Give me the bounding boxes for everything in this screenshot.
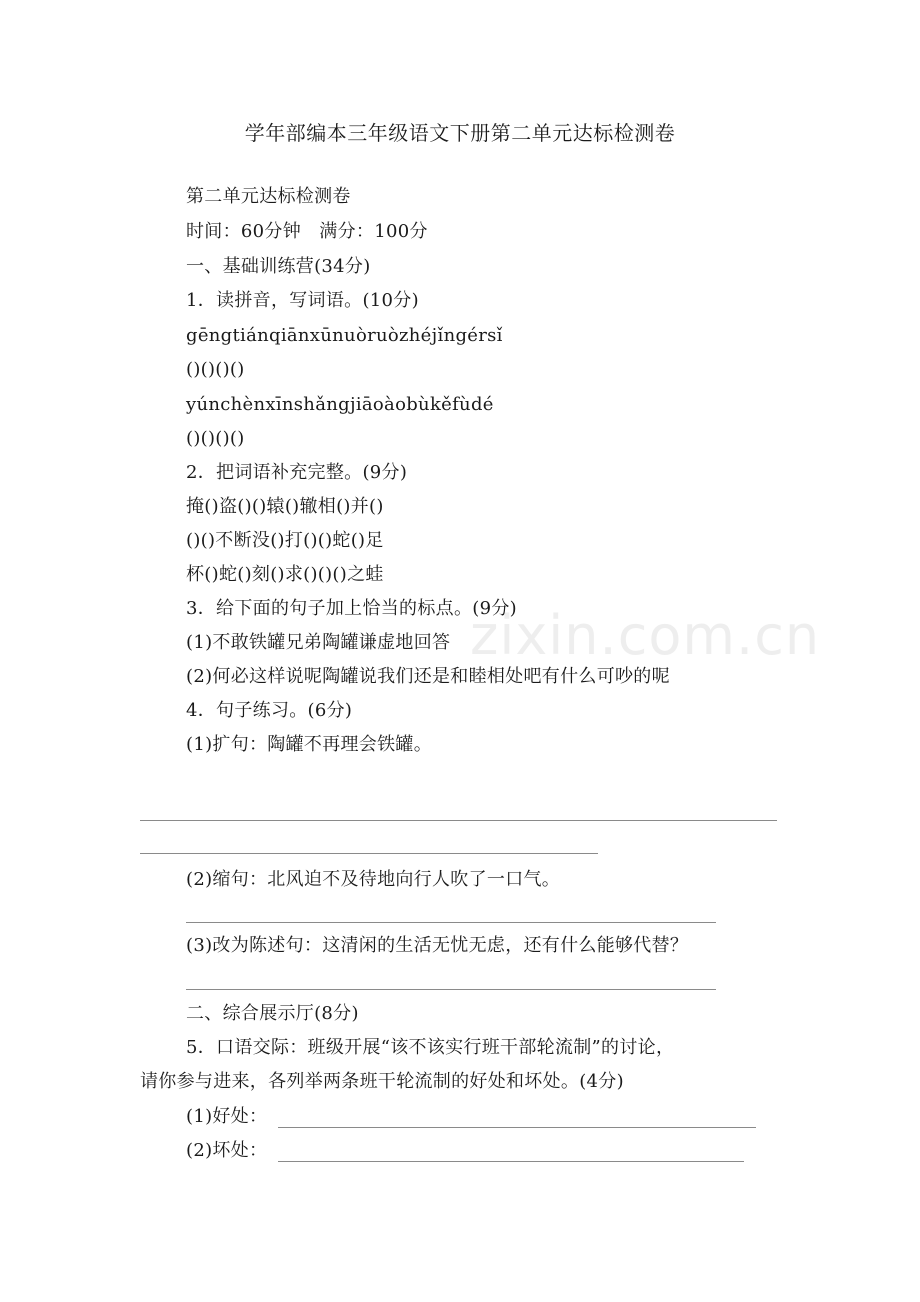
q5-good-row [186, 1104, 267, 1130]
q5-bad-row [186, 1138, 267, 1164]
q3-item2: (2)何必这样说呢陶罐说我们还是和睦相处吧有什么可吵的呢 [186, 666, 670, 687]
q4-item2: (2)缩句：北风迫不及待地向行人吹了一口气。 [186, 869, 561, 890]
q5-label-line1: 5．口语交际：班级开展“该不该实行班干部轮流制”的讨论， [186, 1037, 675, 1058]
section2-heading: 二、综合展示厅(8分) [186, 1003, 359, 1024]
q2-row1: 掩()盗()()辕()辙相()并() [186, 496, 384, 517]
subtitle: 第二单元达标检测卷 [186, 186, 351, 207]
q3-label: 3．给下面的句子加上恰当的标点。(9分) [186, 598, 517, 619]
q2-label: 2．把词语补充完整。(9分) [186, 462, 408, 483]
answer-line-q4-2[interactable] [186, 922, 716, 923]
q1-pinyin-row2: yúnchènxīnshǎngjiāoàobùkěfùdé [186, 394, 494, 415]
q4-item3: (3)改为陈述句：这清闲的生活无忧无虑，还有什么能够代替？ [186, 935, 689, 956]
q4-item1: (1)扩句：陶罐不再理会铁罐。 [186, 734, 432, 755]
watermark: zixin.com.cn [470, 604, 821, 667]
section1-heading: 一、基础训练营(34分) [186, 256, 371, 277]
q1-blanks-row2: ()()()() [186, 428, 245, 449]
q4-label: 4．句子练习。(6分) [186, 700, 353, 721]
q1-label: 1．读拼音，写词语。(10分) [186, 290, 419, 311]
q1-blanks-row1: ()()()() [186, 359, 245, 380]
time-info: 时间：60分钟 满分：100分 [186, 221, 428, 242]
q5-bad-label: (2)坏处： [186, 1140, 268, 1161]
answer-line-good[interactable] [278, 1127, 756, 1128]
q2-row3: 杯()蛇()刻()求()()()之蛙 [186, 564, 384, 585]
q1-pinyin-row1: gēngtiánqiānxūnuòruòzhéjǐngérsǐ [186, 325, 503, 346]
q2-row2: ()()不断没()打()()蛇()足 [186, 530, 384, 551]
answer-line-q4-1b[interactable] [140, 853, 598, 854]
q5-label-line2: 请你参与进来，各列举两条班干轮流制的好处和坏处。(4分) [140, 1071, 624, 1092]
answer-line-q4-1a[interactable] [140, 820, 777, 821]
answer-line-q4-3[interactable] [186, 989, 716, 990]
document-title: 学年部编本三年级语文下册第二单元达标检测卷 [244, 121, 676, 145]
q3-item1: (1)不敢铁罐兄弟陶罐谦虚地回答 [186, 632, 451, 653]
answer-line-bad[interactable] [278, 1161, 744, 1162]
q5-good-label: (1)好处： [186, 1106, 268, 1127]
